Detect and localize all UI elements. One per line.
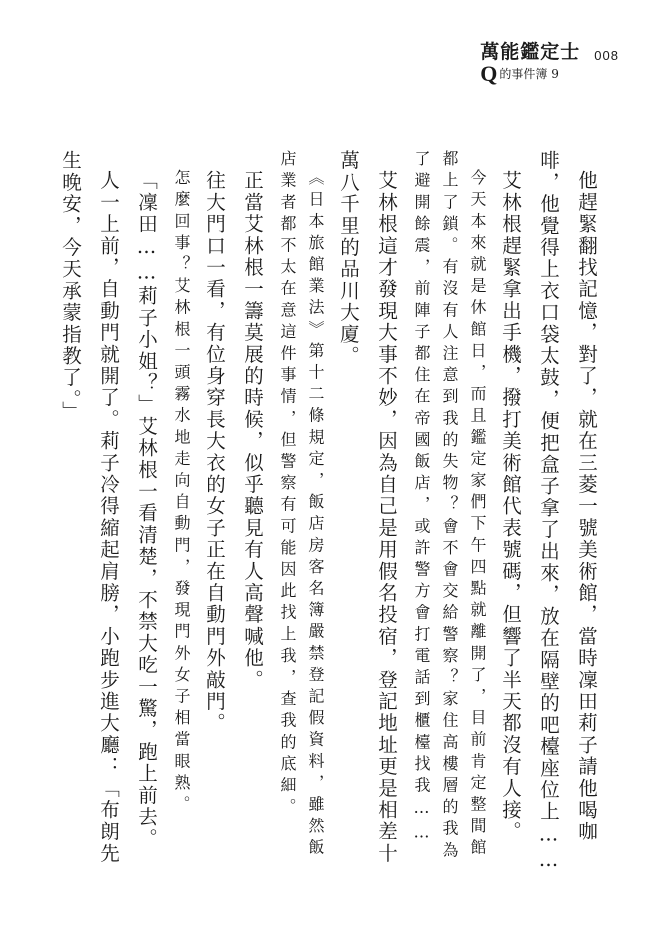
dialogue-paragraph: 人一上前，自動門就開了。莉子冷得縮起肩膀，小跑步進大廳：「布朗先生晚安，今天承蒙指教了。」 [59,150,120,865]
paragraph: 他趕緊翻找記憶，對了，就在三菱一號美術館，當時凜田莉子請他喝咖啡，他覺得上衣口袋太鼓，便把盒子拿了出來，放在隔壁的吧檯座位上…… [537,150,598,874]
paragraph: 艾林根這才發現大事不妙，因為自己是用假名投宿，登記地址更是相差十萬八千里的品川大廈。 [337,150,398,865]
vertical-text-body [45,150,605,880]
inner-thought-paragraph: 怎麼回事？艾林根一頭霧水地走向自動門，發現門外女子相當眼熟。 [172,169,191,818]
book-title: 萬能鑑定士 [480,41,581,63]
dialogue-paragraph: 「凜田……莉子小姐？」艾林根一看清楚，不禁大吃一驚，跑上前去。 [135,170,158,851]
paragraph: 往大門口一看，有位身穿長大衣的女子正在自動門外敲門。 [203,170,226,735]
inner-thought-paragraph: 今天本來就是休館日，而且鑑定家們下午四點就離開了，目前肯定整間館都上了鎖。有沒有人注意到我的失物？會不會交給警察？家住高樓層的我為了避開餘震，前陣子都住在帝國飯店，或許警方會打電話到櫃檯找我…… [412,150,487,863]
series-q-letter: Q [480,61,498,86]
header-titles [480,40,580,84]
paragraph: 艾林根趕緊拿出手機，撥打美術館代表號碼，但響了半天都沒有人接。 [499,170,522,844]
paragraph: 正當艾林根一籌莫展的時候，似乎聽見有人高聲喊他。 [241,170,264,692]
series-subtitle-text: 的事件簿 9 [499,67,559,81]
inner-thought-paragraph: 《日本旅館業法》第十二條規定，飯店房客名簿嚴禁登記假資料，雖然飯店業者都不太在意這件事情，但警察有可能因此找上我，查我的底細。 [278,150,325,861]
page-number: 008 [594,48,619,63]
series-subtitle [480,61,559,86]
running-header [480,40,619,84]
